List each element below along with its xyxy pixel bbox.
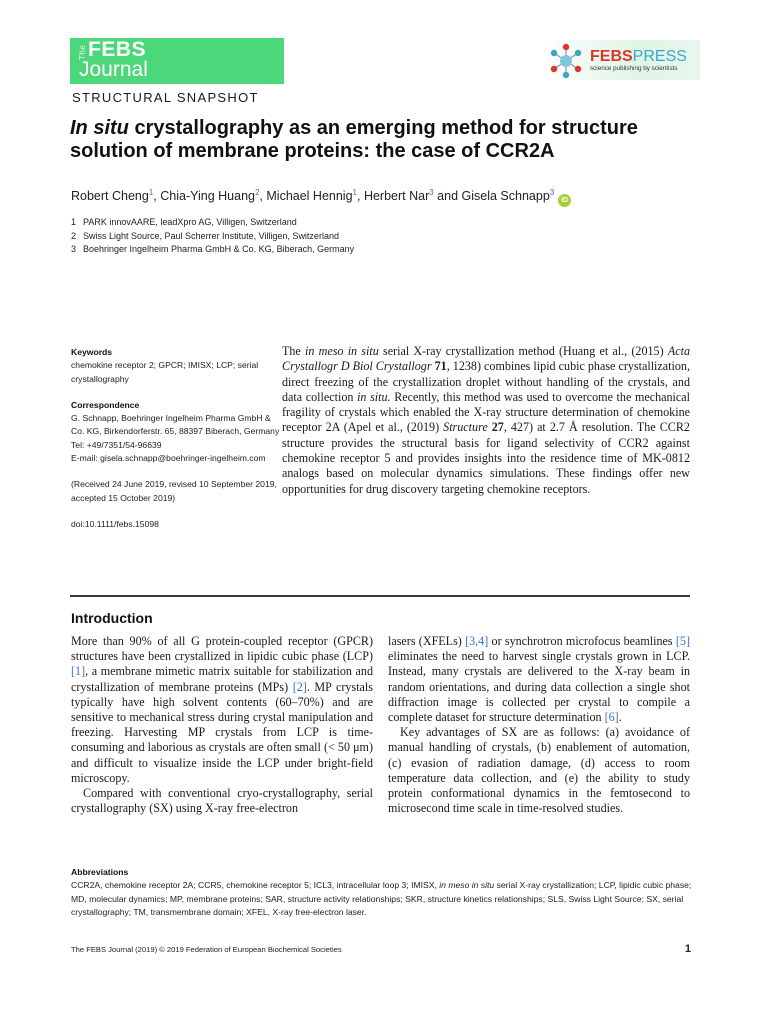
author[interactable] bbox=[266, 189, 364, 203]
author-list bbox=[71, 188, 571, 207]
author-affiliation-ref[interactable]: 1 bbox=[148, 188, 154, 197]
citation-link[interactable]: [6] bbox=[604, 710, 619, 725]
affiliation-item bbox=[71, 230, 354, 244]
page-number: 1 bbox=[684, 943, 691, 955]
molecule-icon bbox=[546, 43, 586, 79]
paragraph bbox=[388, 634, 690, 725]
introduction-heading: Introduction bbox=[71, 610, 153, 626]
abstract-text: The bbox=[282, 344, 306, 358]
author[interactable] bbox=[364, 189, 462, 203]
author-name: Michael Hennig bbox=[266, 189, 353, 204]
correspondence-tel: Tel: +49/7351/54-96639 bbox=[71, 439, 162, 450]
abbreviations-heading: Abbreviations bbox=[71, 867, 129, 877]
correspondence-heading: Correspondence bbox=[71, 399, 140, 410]
author-separator: , bbox=[259, 189, 267, 204]
paragraph-text: eliminates the need to harvest single crystals grown in LCP. Instead, many crystals are delivered to the X-ray beam in random orientations, and during data collection a single shot diffraction image is collected per crystal to compile a complete dataset for structure determination bbox=[388, 649, 690, 725]
affiliation-number: 2 bbox=[71, 230, 77, 241]
febs-journal-logo bbox=[70, 38, 284, 84]
affiliation-item bbox=[71, 243, 354, 257]
press-name-press: PRESS bbox=[632, 48, 687, 65]
logo-febs: FEBS bbox=[88, 38, 147, 61]
keywords-text: chemokine receptor 2; GPCR; IMISX; LCP; serial crystallography bbox=[71, 360, 259, 384]
paragraph bbox=[71, 634, 373, 786]
affiliation-number: 1 bbox=[71, 217, 77, 227]
abstract bbox=[282, 344, 690, 497]
press-name bbox=[590, 48, 687, 66]
paragraph-text: . MP crystals typically have high solvent contents (60–70%) and are sensitive to mechanical stress during crystal manipulation and freezing. Harvesting MP crystals from LCP is time-consuming and laborious as crystals are often small (< 50 μm) and difficult to visualize inside the LCP under bright-field microscopy. bbox=[71, 679, 373, 785]
affiliation-text: Swiss Light Source, Paul Scherrer Institute, Villigen, Switzerland bbox=[83, 230, 339, 241]
paragraph-text: . bbox=[618, 710, 622, 725]
author-affiliation-ref[interactable]: 3 bbox=[549, 188, 555, 197]
orcid-icon[interactable]: iD bbox=[558, 194, 571, 207]
author-separator: , bbox=[357, 189, 364, 204]
article-sidebar bbox=[71, 346, 281, 544]
abstract-text: , 1238) combines lipid cubic phase crystallization, direct freezing of the crystallization droplet without handling of the crystals, and data collection bbox=[282, 359, 690, 404]
paragraph: Key advantages of SX are as follows: (a) avoidance of manual handling of crystals, (b) enablement of automation, (c) evasion of radiation damage, (d) access to room temperature data collection, and (e) the ability to study protein conformational dynamics in the femtosecond to microsecond time scale in time-resolved studies. bbox=[388, 725, 690, 816]
body-column-left bbox=[71, 634, 373, 816]
author-name: Gisela Schnapp bbox=[461, 189, 550, 204]
abstract-journal: Acta Crystallogr D Biol Crystallogr bbox=[282, 344, 690, 374]
author-name: Herbert Nar bbox=[363, 189, 430, 204]
citation-link[interactable]: [2] bbox=[292, 679, 307, 694]
abbreviations-italic: in meso in situ bbox=[439, 880, 495, 891]
section-label: STRUCTURAL SNAPSHOT bbox=[72, 90, 259, 105]
citation-link[interactable]: [1] bbox=[71, 664, 86, 679]
abbreviations-part: serial X-ray crystallization; LCP, lipidic cubic phase; MD, molecular dynamics; MP, membrane proteins; SAR, structure activity relationships; SKR, structure kinetics relationships; SLS, Swiss Light Source; SX, serial crystallography; TM, transmembrane domain; XFEL, X-ray free-electron laser. bbox=[71, 880, 692, 917]
doi-link[interactable]: doi:10.1111/febs.15098 bbox=[71, 518, 159, 529]
paragraph-text: , a membrane mimetic matrix suitable for stabilization and crystallization of membrane proteins (MPs) bbox=[71, 664, 373, 694]
abbreviations bbox=[71, 866, 701, 919]
abstract-volume: 27 bbox=[487, 420, 504, 435]
logo-journal: Journal bbox=[79, 58, 148, 81]
paragraph-text: More than 90% of all G protein-coupled receptor (GPCR) structures have been crystallized in lipidic cubic phase (LCP) bbox=[71, 634, 373, 664]
affiliation-text: Boehringer Ingelheim Pharma GmbH & Co. KG, Biberach, Germany bbox=[83, 244, 355, 254]
footer-citation: The FEBS Journal (2019) © 2019 Federation of European Biochemical Societies bbox=[71, 945, 342, 954]
author[interactable] bbox=[71, 189, 160, 203]
keywords-block bbox=[71, 346, 281, 386]
abstract-italic: in meso in situ bbox=[305, 344, 379, 358]
section-divider bbox=[70, 595, 690, 597]
logo-the: The bbox=[78, 44, 87, 60]
abstract-volume: 71 bbox=[431, 359, 447, 374]
title-italic: In situ bbox=[70, 117, 129, 139]
correspondence-email[interactable]: E-mail: gisela.schnapp@boehringer-ingelheim.com bbox=[71, 453, 266, 464]
author-name: Chia-Ying Huang bbox=[160, 189, 255, 204]
correspondence-address: G. Schnapp, Boehringer Ingelheim Pharma GmbH & Co. KG, Birkendorferstr. 65, 88397 Biberach, Germany bbox=[71, 413, 280, 437]
author-separator: , bbox=[153, 189, 161, 204]
affiliations bbox=[71, 216, 354, 257]
citation-link[interactable]: [5] bbox=[675, 634, 690, 648]
paragraph-text: lasers (XFELs) bbox=[388, 634, 466, 648]
abstract-text: serial X-ray crystallization method (Huang et al., (2015) bbox=[378, 344, 668, 358]
author-separator: and bbox=[433, 189, 462, 204]
abstract-text: Recently, this method was used to overcome the mechanical fragility of crystals which enabled the X-ray structure determination of chemokine receptor 2A (Apel et al., (2019) bbox=[282, 389, 691, 435]
article-title bbox=[70, 117, 670, 163]
body-column-right bbox=[388, 634, 690, 816]
author-affiliation-ref[interactable]: 1 bbox=[352, 188, 357, 197]
paragraph-text: or synchrotron microfocus beamlines bbox=[488, 634, 676, 648]
author[interactable] bbox=[160, 189, 266, 203]
author-name: Robert Cheng bbox=[71, 189, 149, 204]
correspondence-block bbox=[71, 399, 281, 465]
author[interactable] bbox=[462, 189, 555, 203]
page-footer bbox=[71, 945, 691, 954]
abstract-italic: in situ. bbox=[357, 389, 391, 404]
affiliation-text: PARK innovAARE, leadXpro AG, Villigen, Switzerland bbox=[83, 217, 297, 227]
abstract-journal: Structure bbox=[443, 420, 488, 435]
title-rest: crystallography as an emerging method for structure solution of membrane proteins: the case of CCR2A bbox=[70, 117, 638, 162]
author-affiliation-ref[interactable]: 3 bbox=[429, 188, 434, 197]
paragraph: Compared with conventional cryo-crystallography, serial crystallography (SX) using X-ray free-electron bbox=[71, 786, 373, 816]
press-tagline: science publishing by scientists bbox=[590, 65, 678, 72]
abbreviations-part: CCR2A, chemokine receptor 2A; CCR5, chemokine receptor 5; ICL3, intracellular loop 3; IMISX, bbox=[71, 880, 440, 891]
keywords-heading: Keywords bbox=[71, 347, 113, 357]
febs-press-logo bbox=[540, 40, 700, 80]
abstract-text: , 427) at 2.7 Å resolution. The CCR2 structure provides the structural basis for ligand selectivity of CCR2 against chemokine receptor 5 and provides insights into the residence time of MK-0812 analogs based on molecular dynamics simulations. These findings offer new opportunities for drug discovery targeting chemokine receptors. bbox=[282, 420, 690, 496]
affiliation-item bbox=[71, 216, 354, 230]
press-name-febs: FEBS bbox=[590, 48, 633, 65]
author-affiliation-ref[interactable]: 2 bbox=[254, 188, 260, 197]
citation-link[interactable]: [3,4] bbox=[465, 634, 489, 648]
abbreviations-text bbox=[71, 879, 701, 919]
received-dates: (Received 24 June 2019, revised 10 September 2019, accepted 15 October 2019) bbox=[71, 479, 277, 503]
affiliation-number: 3 bbox=[71, 244, 77, 254]
